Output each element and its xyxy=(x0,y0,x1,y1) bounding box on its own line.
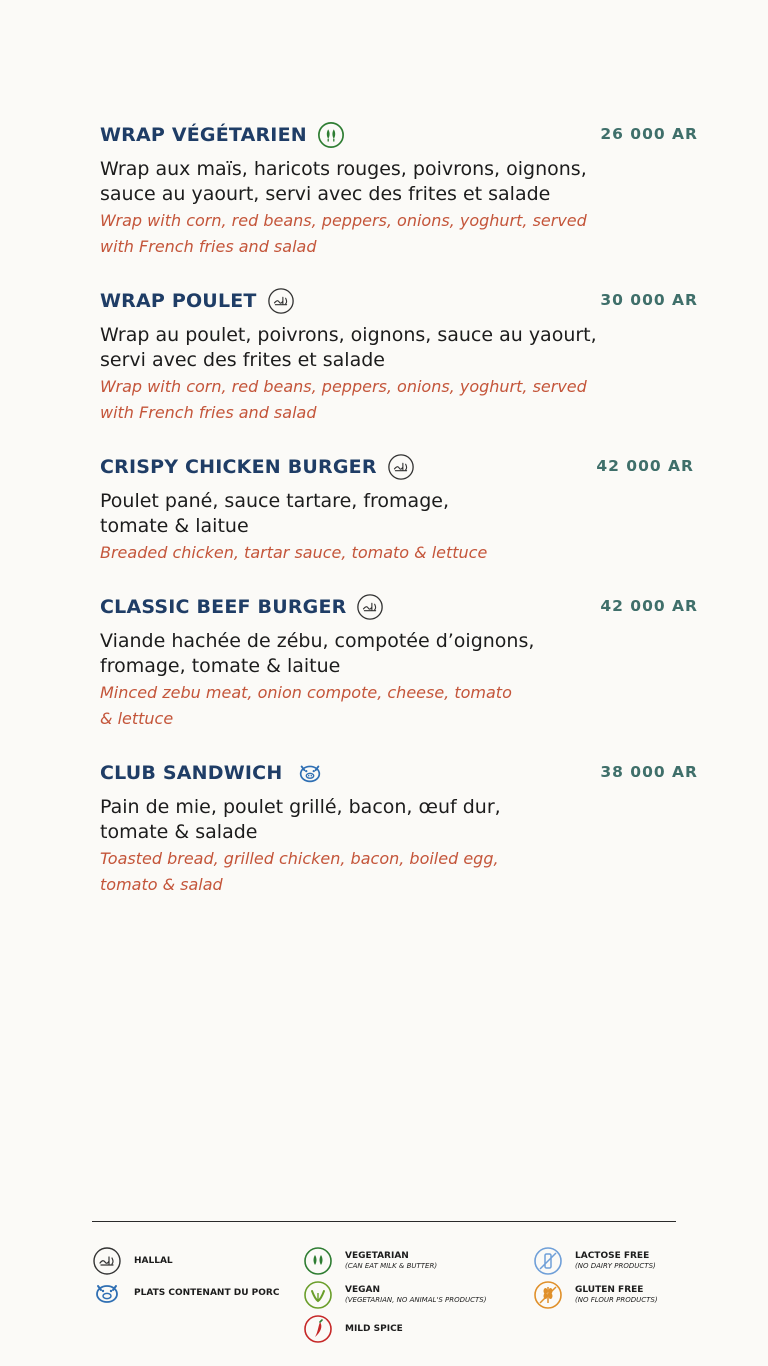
legend-gluten-free xyxy=(533,1280,658,1310)
item-description-en: Wrap with corn, red beans, peppers, onions, yoghurt, served with French fries and salad xyxy=(100,211,587,256)
vegan-icon xyxy=(303,1280,333,1310)
legend-label: GLUTEN FREE xyxy=(575,1285,644,1295)
item-description-en: Toasted bread, grilled chicken, bacon, boiled egg, tomato & salad xyxy=(100,849,499,894)
item-title: WRAP VÉGÉTARIEN xyxy=(100,124,307,146)
pork-icon xyxy=(296,759,324,787)
pork-icon xyxy=(92,1278,122,1308)
legend-pork xyxy=(92,1278,279,1308)
legend-label: LACTOSE FREE xyxy=(575,1251,650,1261)
legend-sub: (NO DAIRY PRODUCTS) xyxy=(575,1262,656,1270)
legend-sub: (VEGETARIAN, NO ANIMAL'S PRODUCTS) xyxy=(345,1296,487,1304)
halal-icon xyxy=(356,593,384,621)
legend-label: HALLAL xyxy=(134,1256,173,1266)
legend-sub: (CAN EAT MILK & BUTTER) xyxy=(345,1262,438,1270)
item-description-fr: Wrap aux maïs, haricots rouges, poivrons, oignons, sauce au yaourt, servi avec des frites et salade xyxy=(100,158,587,205)
menu-item xyxy=(100,285,698,425)
item-description-en: Minced zebu meat, onion compote, cheese, tomato & lettuce xyxy=(100,683,512,728)
halal-icon xyxy=(387,453,415,481)
item-title: CLUB SANDWICH xyxy=(100,762,283,784)
item-title: WRAP POULET xyxy=(100,290,257,312)
item-description-fr: Viande hachée de zébu, compotée d’oignons, fromage, tomate & laitue xyxy=(100,630,535,677)
item-description-en: Wrap with corn, red beans, peppers, onions, yoghurt, served with French fries and salad xyxy=(100,377,587,422)
item-description-fr: Wrap au poulet, poivrons, oignons, sauce au yaourt, servi avec des frites et salade xyxy=(100,324,597,371)
item-description-fr: Pain de mie, poulet grillé, bacon, œuf dur, tomate & salade xyxy=(100,796,501,843)
lactose-free-icon xyxy=(533,1246,563,1276)
item-price: 38 000 AR xyxy=(600,763,698,781)
item-price: 42 000 AR xyxy=(596,457,694,475)
item-price: 42 000 AR xyxy=(600,597,698,615)
legend-vegetarian xyxy=(303,1246,437,1276)
vegetarian-icon xyxy=(317,121,345,149)
menu-item xyxy=(100,591,698,731)
legend-label: PLATS CONTENANT DU PORC xyxy=(134,1288,280,1298)
legend-mild-spice xyxy=(303,1314,403,1344)
item-title: CRISPY CHICKEN BURGER xyxy=(100,456,377,478)
item-title: CLASSIC BEEF BURGER xyxy=(100,596,347,618)
vegetarian-icon xyxy=(303,1246,333,1276)
menu-item xyxy=(100,119,698,259)
legend-label: VEGAN xyxy=(345,1285,380,1295)
legend-lactose-free xyxy=(533,1246,656,1276)
item-description-fr: Poulet pané, sauce tartare, fromage, tomate & laitue xyxy=(100,490,449,537)
legend-label: VEGETARIAN xyxy=(345,1251,409,1261)
legend-vegan xyxy=(303,1280,486,1310)
chili-icon xyxy=(303,1314,333,1344)
item-description-en: Breaded chicken, tartar sauce, tomato & lettuce xyxy=(100,543,488,562)
legend-label: MILD SPICE xyxy=(345,1324,403,1334)
menu-item xyxy=(100,451,698,566)
legend-hallal xyxy=(92,1246,173,1276)
halal-icon xyxy=(92,1246,122,1276)
gluten-free-icon xyxy=(533,1280,563,1310)
legend-sub: (NO FLOUR PRODUCTS) xyxy=(575,1296,658,1304)
legend-divider xyxy=(92,1221,676,1222)
halal-icon xyxy=(267,287,295,315)
item-price: 30 000 AR xyxy=(600,291,698,309)
item-price: 26 000 AR xyxy=(600,125,698,143)
menu-item xyxy=(100,757,698,897)
